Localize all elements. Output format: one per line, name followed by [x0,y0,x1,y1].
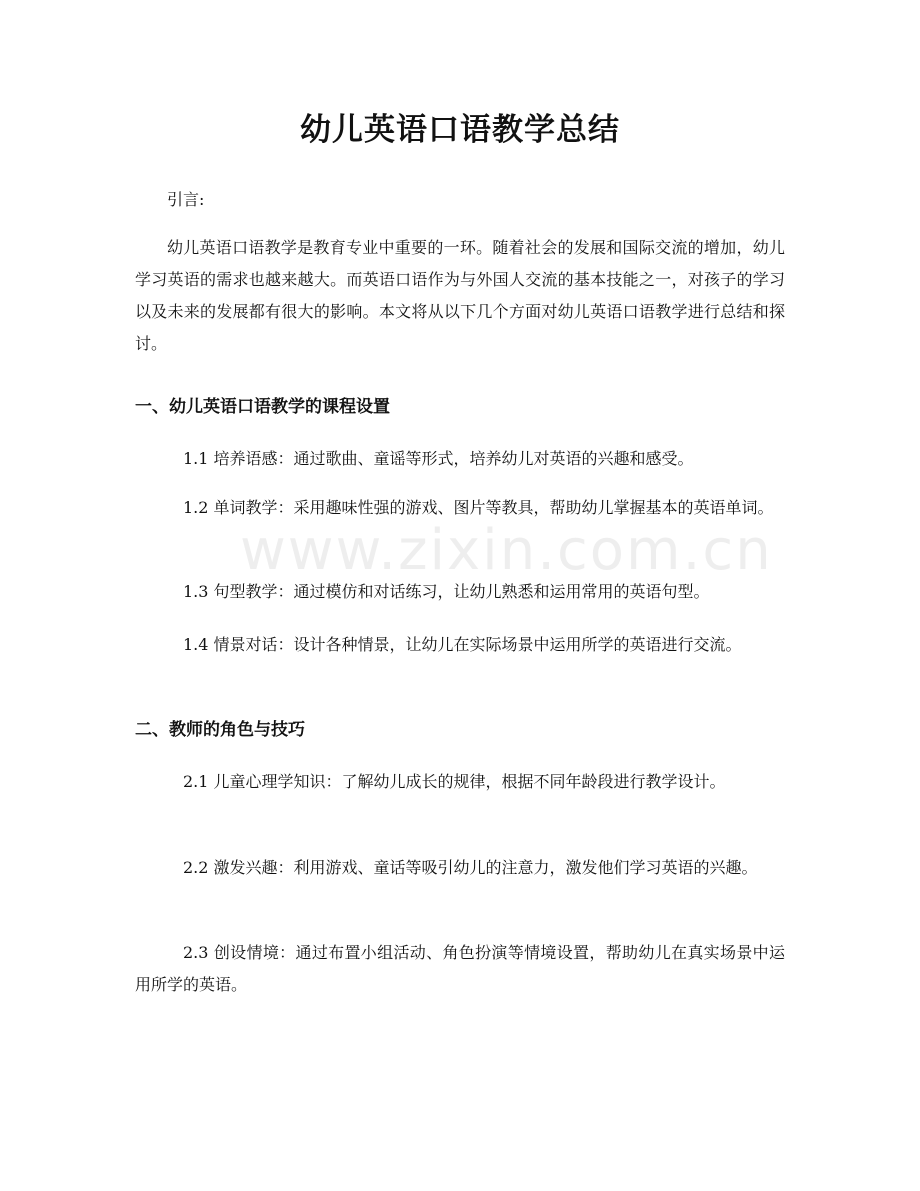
section-2-item-2: 2.2 激发兴趣：利用游戏、童话等吸引幼儿的注意力，激发他们学习英语的兴趣。 [183,858,758,877]
section-1-item-3: 1.3 句型教学：通过模仿和对话练习，让幼儿熟悉和运用常用的英语句型。 [183,582,710,601]
intro-paragraph: 幼儿英语口语教学是教育专业中重要的一环。随着社会的发展和国际交流的增加，幼儿学习英语的需求也越来越大。而英语口语作为与外国人交流的基本技能之一，对孩子的学习以及未来的发展都有很大的影响。本文将从以下几个方面对幼儿英语口语教学进行总结和探讨。 [135,238,785,353]
section-2-item-1: 2.1 儿童心理学知识：了解幼儿成长的规律，根据不同年龄段进行教学设计。 [183,772,726,791]
watermark: www.zixin.com.cn [240,518,773,583]
section-1-item-1: 1.1 培养语感：通过歌曲、童谣等形式，培养幼儿对英语的兴趣和感受。 [183,449,694,468]
section-2-item-3: 2.3 创设情境：通过布置小组活动、角色扮演等情境设置，帮助幼儿在真实场景中运用所学的英语。 [135,943,785,994]
section-1-item-4: 1.4 情景对话：设计各种情景，让幼儿在实际场景中运用所学的英语进行交流。 [183,635,742,654]
section-1-item-2: 1.2 单词教学：采用趣味性强的游戏、图片等教具，帮助幼儿掌握基本的英语单词。 [183,498,774,517]
intro-label: 引言: [167,190,205,209]
page-title: 幼儿英语口语教学总结 [300,112,620,148]
section-heading-1: 一、幼儿英语口语教学的课程设置 [135,397,390,417]
section-heading-2: 二、教师的角色与技巧 [135,720,305,740]
